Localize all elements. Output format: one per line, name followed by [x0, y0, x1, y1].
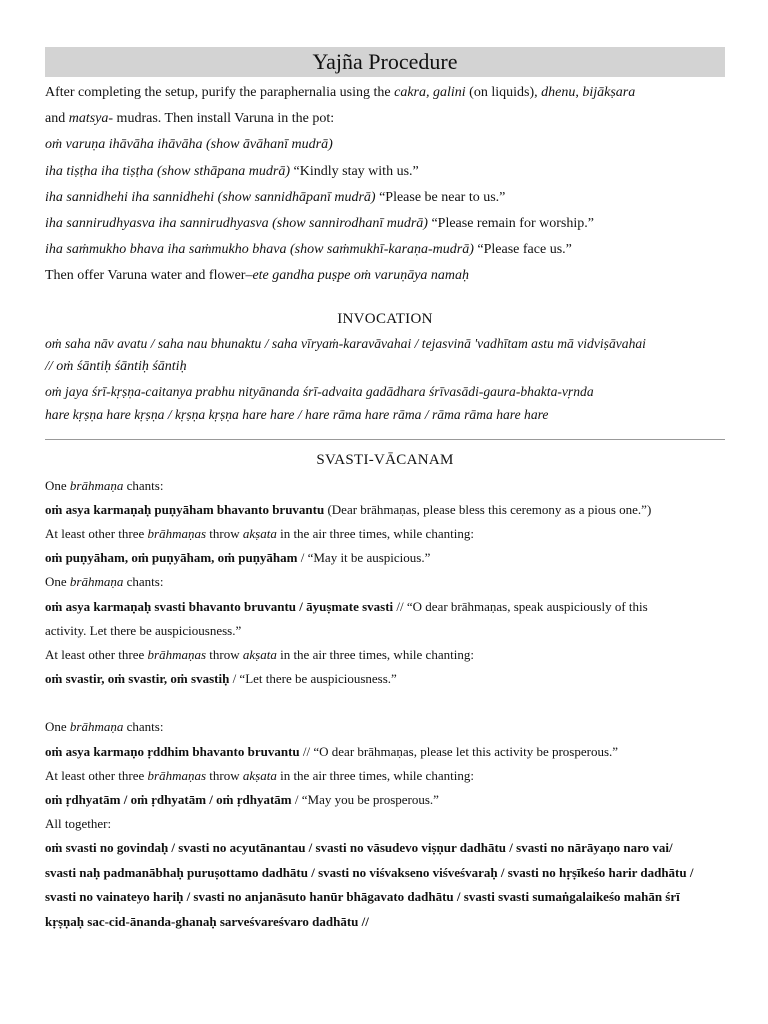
text: chants: — [123, 719, 164, 735]
text: and — [45, 111, 69, 127]
instruction-line — [45, 570, 725, 594]
group-chant-line: svasti naḥ padmanābhaḥ puruṣottamo dadhātu / svasti no viśvakseno viśveśvaraḥ / svasti no hṛṣīkeśo harir dadhātu / — [45, 864, 694, 880]
chant-line — [45, 498, 725, 522]
text: in the air three times, while chanting: — [276, 647, 474, 663]
translation: / “Let there be auspiciousness.” — [229, 671, 397, 687]
term: brāhmaṇas — [147, 647, 207, 663]
mantra-line — [45, 159, 725, 185]
term: brāhmaṇa — [69, 477, 124, 493]
translation: // “O dear brāhmaṇas, speak auspiciously of this — [393, 598, 648, 614]
translation: “Please remain for worship.” — [427, 216, 594, 232]
translation: / “May it be auspicious.” — [297, 550, 431, 566]
text: , — [575, 85, 583, 100]
chant-line — [45, 619, 725, 643]
translation: // “O dear brāhmaṇas, please let this activity be prosperous.” — [299, 743, 619, 759]
term: brāhmaṇas — [147, 767, 207, 783]
term: dhenu — [541, 85, 576, 100]
instruction-line — [45, 715, 725, 739]
term: matsya — [68, 111, 109, 127]
intro-line — [45, 263, 725, 289]
chant-line — [45, 788, 725, 812]
translation: activity. Let there be auspiciousness.” — [45, 622, 242, 638]
section-divider — [45, 439, 725, 440]
mantra-line — [45, 185, 725, 211]
term: akṣata — [242, 526, 277, 542]
text: throw — [206, 767, 243, 783]
mantra: oṁ saha nāv avatu / saha nau bhunaktu / saha vīryaṁ-karavāvahai / tejasvinā 'vadhītam astu mā vidviṣāvahai — [45, 335, 646, 351]
document-page — [45, 47, 725, 934]
mantra-line — [45, 132, 725, 158]
translation: “Please face us.” — [473, 242, 572, 258]
intro-line — [45, 80, 725, 106]
term: brāhmaṇas — [147, 526, 207, 542]
text: in the air three times, while chanting: — [276, 526, 474, 542]
intro-line — [45, 106, 725, 132]
term: bijākṣara — [582, 85, 636, 100]
chant-line — [45, 546, 725, 570]
chant: oṁ asya karmaṇo ṛddhim bhavanto bruvantu — [45, 743, 300, 759]
group-chant-line: oṁ svasti no govindaḥ / svasti no acyutānantau / svasti no vāsudevo viṣṇur dadhātu / svasti no nārāyaṇo naro vai/ — [45, 840, 673, 856]
translation: (Dear brāhmaṇas, please bless this ceremony as a pious one.”) — [324, 501, 652, 517]
translation: “Kindly stay with us.” — [290, 163, 419, 179]
chant: oṁ ṛdhyatām / oṁ ṛdhyatām / oṁ ṛdhyatām — [45, 792, 292, 808]
text: At least other three — [45, 767, 148, 783]
text: At least other three — [45, 647, 148, 663]
mantra-line — [45, 211, 725, 237]
mantra-line — [45, 237, 725, 263]
intro-section — [45, 80, 725, 290]
text: chants: — [123, 574, 164, 590]
invocation-line — [45, 403, 725, 426]
instruction-line — [45, 474, 725, 498]
mantra: iha tiṣṭha iha tiṣṭha (show sthāpana mudrā) — [45, 163, 291, 179]
text: throw — [206, 647, 243, 663]
mantra: iha sannirudhyasva iha sannirudhyasva (show sannirodhanī mudrā) — [45, 216, 428, 232]
instruction-line — [45, 522, 725, 546]
chant: oṁ asya karmaṇaḥ svasti bhavanto bruvantu / āyuṣmate svasti — [45, 598, 394, 614]
invocation-section — [45, 332, 725, 426]
chant-line — [45, 740, 725, 764]
chant-line — [45, 667, 725, 691]
chant: oṁ svastir, oṁ svastir, oṁ svastiḥ — [45, 671, 230, 687]
text: Then offer Varuna water and flower– — [45, 268, 253, 284]
mantra: ete gandha puṣpe oṁ varuṇāya namaḥ — [252, 268, 470, 284]
chant-line — [45, 595, 725, 619]
text: throw — [206, 526, 243, 542]
page-title: Yajña Procedure — [45, 47, 725, 77]
invocation-line — [45, 355, 725, 378]
term: akṣata — [242, 647, 277, 663]
chant: oṁ puṇyāham, oṁ puṇyāham, oṁ puṇyāham — [45, 550, 298, 566]
invocation-line — [45, 332, 725, 355]
instruction-line — [45, 764, 725, 788]
text: chants: — [123, 477, 164, 493]
instruction-line — [45, 643, 725, 667]
mantra: oṁ varuṇa ihāvāha ihāvāha (show āvāhanī mudrā) — [45, 137, 333, 153]
term: brāhmaṇa — [69, 719, 124, 735]
mantra: hare kṛṣṇa hare kṛṣṇa / kṛṣṇa kṛṣṇa hare hare / hare rāma hare rāma / rāma rāma hare hare — [45, 406, 549, 422]
term: akṣata — [242, 767, 277, 783]
invocation-line — [45, 380, 725, 403]
translation: / “May you be prosperous.” — [291, 792, 439, 808]
term: brāhmaṇa — [69, 574, 124, 590]
text: One — [45, 477, 70, 493]
group-chant-line: kṛṣṇaḥ sac-cid-ānanda-ghanaḥ sarveśvareśvaro dadhātu // — [45, 913, 369, 929]
text: One — [45, 574, 70, 590]
group-chant-line: svasti no vainateyo hariḥ / svasti no anjanāsuto hanūr bhāgavato dadhātu / svasti svasti sumaṅgalaikeśo mahān śrī — [45, 889, 680, 905]
text: in the air three times, while chanting: — [276, 767, 474, 783]
translation: “Please be near to us.” — [375, 189, 506, 205]
svasti-heading: SVASTI-VĀCANAM — [316, 451, 454, 468]
text: - mudras. Then install Varuna in the pot: — [108, 111, 335, 127]
invocation-heading: INVOCATION — [337, 310, 433, 327]
term: cakra, galini — [394, 85, 466, 100]
mantra: oṁ jaya śrī-kṛṣṇa-caitanya prabhu nityānanda śrī-advaita gadādhara śrīvasādi-gaura-bhakta-vṛnda — [45, 383, 594, 399]
text: One — [45, 719, 70, 735]
instruction-line: All together: — [45, 816, 112, 832]
svasti-section — [45, 474, 725, 935]
text: After completing the setup, purify the paraphernalia using the — [45, 85, 395, 100]
chant: oṁ asya karmaṇaḥ puṇyāham bhavanto bruvantu — [45, 501, 325, 517]
mantra: iha sannidhehi iha sannidhehi (show sannidhāpanī mudrā) — [45, 189, 376, 205]
text: (on liquids), — [465, 85, 542, 100]
text: At least other three — [45, 526, 148, 542]
mantra: // oṁ śāntiḥ śāntiḥ śāntiḥ — [45, 358, 187, 374]
mantra: iha saṁmukho bhava iha saṁmukho bhava (show saṁmukhī-karaṇa-mudrā) — [45, 242, 474, 258]
